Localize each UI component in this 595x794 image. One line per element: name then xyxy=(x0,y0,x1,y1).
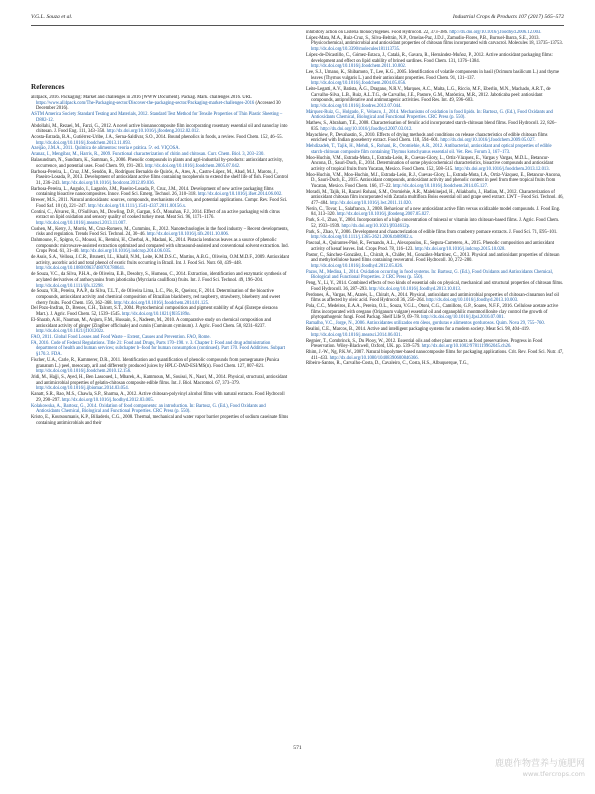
reference-text: López-de-Dicastillo, C., Gómez-Estaca, J., Catalá, R., Gavara, R., Hernández-Muñoz, P., 2012. Active antioxidant packaging films: development and effect on lipid stability of brined sardines. Food Chem. 131, 1376–1384. xyxy=(306,52,553,64)
reference-entry xyxy=(306,304,564,321)
reference-link[interactable]: http://dx.doi.org/10.1016/j.tifs.2011.10.006. xyxy=(146,232,230,238)
reference-text: Dahmoune, F., Spigno, G., Moussi, K., Remini, H., Cherbal, A., Madani, K., 2014. Pistacia lentiscus leaves as a source of phenolic compounds: microwave-assisted extraction optimized and compared with ultrasound-assisted and conventional solvent extraction. Ind. Crops Prod. 61, 31–40. xyxy=(31,238,289,255)
reference-entry xyxy=(306,361,564,367)
reference-link[interactable]: http://dx.doi.org/10.1016/j.ifset.2014.06.002. xyxy=(197,192,283,198)
reference-link[interactable]: Márquez-Ruiz, G., Holgado, F., Velasco, J., 2014. Mechanisms of oxidation in food lipids. In: Bartosz, G. (Ed.), Food Oxidants and Antioxidants Chemical, Biological and Functional Properties. CRC Press (p. 550). xyxy=(306,109,553,121)
reference-text: Fischer, U.A., Carle, R., Kammerer, D.R., 2011. Identification and quantification of phenolic compounds from pomegranate (Punica granatum L.) peel, mesocarp, aril and differently produced juices by HPLC-DAD-ESI/MS(n). Food Chem. 127, 807–821. xyxy=(31,357,280,369)
reference-entry xyxy=(31,255,289,272)
reference-link[interactable]: Pazos, M., Medina, I., 2014. Oxidation occurring in food systems. In: Bartosz, G. (Ed.), Food Oxidants and Antioxidants Chemical, Biological and Functional Properties. 2 CRC Press (p. 550). xyxy=(306,269,553,281)
reference-text: Mayachiew, P., Devahastin, S., 2010. Effects of drying methods and conditions on release characteristics of edible chitosan films enriched with Indian gooseberry extract. Food Chem. 118, 594–601. xyxy=(306,132,548,144)
reference-entry xyxy=(31,227,289,238)
reference-link[interactable]: http://dx.doi.org/10.3390/molecules181113735. xyxy=(311,47,401,53)
reference-link[interactable]: http://dx.doi.org/10.1016/j.indcrop.2015.10.028. xyxy=(414,246,506,252)
reference-link[interactable]: http://dx.doi.org/10.1016/j.meatsci.2014.06.031. xyxy=(311,332,402,338)
reference-link[interactable]: http://dx.doi.org/10.1016/j.foodchem.2014.05.127. xyxy=(392,183,489,189)
reference-entry xyxy=(306,350,564,361)
reference-entry xyxy=(31,198,289,209)
reference-entry xyxy=(306,30,564,36)
reference-entry xyxy=(306,253,564,270)
reference-text: Cushen, M., Kerry, J., Morris, M., Cruz-Romero, M., Cummins, E., 2012. Nanotechnologies in the food industry – Recent developments, risks and regulation. Trends Food Sci. Technol. 24, 30–46. xyxy=(31,226,289,238)
reference-entry xyxy=(306,327,564,338)
reference-entry xyxy=(31,170,289,187)
reference-entry xyxy=(31,318,289,335)
reference-entry xyxy=(31,306,289,317)
reference-text: El-Sharab, A.H., Nauman, M., Anjum, F.M., Hussain, S., Nadeem, M., 2010. A comparative study on chemical composition and antioxidant activity of ginger (Zingiber officinale) and cumin (Cuminum cyminum). J. Agric. Food Chem. 58, 8231–8237. xyxy=(31,317,272,329)
reference-link[interactable]: https://www.all4pack.com/The-Packaging-sector/Discover-the-packaging-sector/Packaging-market-challenges-2016 xyxy=(36,100,255,106)
reference-entry xyxy=(306,110,564,121)
reference-entry xyxy=(31,135,289,146)
reference-entry xyxy=(306,121,564,132)
header-rule xyxy=(31,25,564,26)
reference-text: Moo-Huchin, V.M., Estrada-Mota, I., Estrada-León, R., Cuevas-Glory, L., Ortiz-Vázquez, E., Vargas y Vargas, M.D.L., Betancur-Ancona, D., Sauri-Duch, E., 2014. Determination of some physicochemical characteristics, bioactive compounds and antioxidant activity of tropical fruits from Yucatan, Mexico. Food Chem. 152, 508–515. xyxy=(306,155,554,172)
reference-link[interactable]: http://dx.doi.org/10.1016/j.foodchem.2004.05.056. xyxy=(311,81,407,87)
reference-entry xyxy=(306,281,564,292)
reference-text: Leite-Legatti, A.V., Batista, Â.G., Dragano, N.R.V., Marques, A.C., Malta, L.G., Riccio, M.F., Eberlin, M.N., Machado, A.R.T., de Carvalho-Silva, L.B., Ruiz, A.L.T.G., de Carvalho, J.E., Pastore, G.M., Maróstica, M.R., 2012. Jaboticaba peel: antioxidant compounds, antiproliferative and antimutagenic activities. Food Res. Int. 49, 596–603. xyxy=(306,87,551,104)
reference-link[interactable]: http://dx.doi.org/10.1002/9781119962045.ch26. xyxy=(421,344,512,350)
reference-text: Del Pozo-Insfran, D., Brenes, C.H., Talcott, S.T., 2004. Phytochemical composition and pigment stability of Açaí (Euterpe oleracea Mart.). J. Agric. Food Chem. 52, 1539–1545. xyxy=(31,306,278,318)
reference-text: Park, S.-I., Zhao, Y., 2004. Incorporation of a high concentration of mineral or vitamin into chitosan-based films. J. Agric. Food Chem. 52, 1933–1939. xyxy=(306,218,560,229)
watermark-url: www.tfercrops.com xyxy=(522,770,585,778)
reference-link[interactable]: http://dx.doi.org/10.1016/j.foodhyd.2007.03.012. xyxy=(320,126,413,132)
reference-entry xyxy=(31,124,289,135)
reference-entry xyxy=(306,207,564,218)
reference-entry xyxy=(306,173,564,190)
running-head xyxy=(31,14,564,24)
reference-link[interactable]: http://dx.doi.org/10.1021/jf101202z. xyxy=(36,329,105,335)
reference-text: all4pack, 2016. Packaging: Market and challenges in 2016 [WWW Document]. Packag. Mark. challenges 2016. URL xyxy=(31,95,252,100)
reference-entry xyxy=(31,358,289,375)
reference-link[interactable]: http://dx.doi.org/10.1080/10408390600846366. xyxy=(329,355,419,361)
reference-link[interactable]: http://dx.doi.org/10.1016/j.foodhyd.2013.10.013. xyxy=(368,286,462,292)
reference-text-tail: (Accessed 30 December 2016). xyxy=(36,100,281,112)
reference-entry xyxy=(306,70,564,87)
reference-entry xyxy=(31,158,289,169)
references-column-left xyxy=(31,95,289,735)
reference-entry xyxy=(306,293,564,304)
references-column-right xyxy=(306,30,564,734)
reference-link[interactable]: http://dx.doi.org/10.1016/j.foodhyd.2012.05.026. xyxy=(311,263,404,269)
reference-entry xyxy=(31,404,289,415)
reference-text: Park, S., Zhao, Y., 2006. Development and characterization of edible films from cranberry pomace extracts. J. Food Sci. 71, E95–101. xyxy=(306,229,558,235)
reference-text: Abdollahi, M., Rezaei, M., Farzi, G., 2012. A novel active bionanocomposite film incorporating rosemary essential oil and nanoclay into chitosan. J. Food Eng. 111, 343–350. xyxy=(31,123,288,135)
reference-text: de Assis, S.A., Vellosa, J.C.R., Brunetti, I.L., Khalil, N.M., Leite, K.M.D.S.C., Martins, A.B.G., Oliveira, O.M.M.D.F., 2009. Antioxidant activity, ascorbic acid and total phenol of exotic fruits occurring in Brazil. Int. J. Food Sci. Nutr. 60, 439–448. xyxy=(31,255,289,266)
reference-entry xyxy=(31,95,289,112)
reference-link[interactable]: http://dx.doi.org/10.1016/j.meatsci.2013.11.007. xyxy=(36,220,127,226)
running-head-journal: Industrial Crops & Products 107 (2017) 565–572 xyxy=(452,14,564,20)
reference-text: Moradi, M., Tajik, H., Razavi Rohani, S.M., Oromiehie, A.R., Malekinejad, H., Aliakbarlu, J., Hadian, M., 2012. Characterization of antioxidant chitosan film incorporated with Zataria multiflora Boiss essential oil and grape seed extract. LWT – Food Sci. Technol. 46, 477–484. xyxy=(306,189,564,206)
reference-link[interactable]: http://dx.doi.org/10.1016/j.ijbiomac.2014.03.054. xyxy=(36,386,129,392)
reference-text: Balasundram, N., Sundram, K., Samman, S., 2006. Phenolic compounds in plants and agri-industrial by-products: antioxidant activity, occurrence, and potential uses. Food Chem. 99, 191–203. xyxy=(31,158,284,169)
reference-link[interactable]: http://dx.doi.org/10.1016/j.jfoodeng.2007.05.027. xyxy=(336,212,430,218)
reference-link[interactable]: http://dx.doi.org/10.1016/j.foodhyd.2006.12.003. xyxy=(449,30,542,35)
reference-link[interactable]: Ramalho, V.C., Jorge, N., 2006. Antioxidantes utilizados em óleos, gorduras e alimentos gordurosos. Quim. Nova 29, 755–760. xyxy=(306,321,545,327)
running-head-authors: V.G.L. Souza et al. xyxy=(31,14,73,20)
reference-entry xyxy=(31,272,289,289)
reference-entry xyxy=(306,133,564,144)
reference-link[interactable]: Azeijão, J.M.A., 2011. Química de alimentos: teoria e prática. 5ª. ed. VIÇOSA. xyxy=(31,146,180,152)
reference-text: Nerín, C., Tovar, L., Salafranca, J., 2008. Behaviour of a new antioxidant active film versus oxidizable model compounds. J. Food Eng. 84, 313–320. xyxy=(306,206,561,218)
reference-entry xyxy=(31,375,289,392)
reference-entry xyxy=(31,415,289,426)
reference-entry xyxy=(31,152,289,158)
reference-link[interactable]: Mehdizadeh, T., Tajik, H., Mehdi, S., Rohani, R., Oromiehie, A.R., 2012. Antibacterial, antioxidant and optical properties of edible starch-chitosan composite film containing Thymus kotschyanus essential oil. Vet. Res. Forum 3, 167–173. xyxy=(306,144,552,155)
reference-entry xyxy=(306,230,564,241)
reference-link[interactable]: http://dx.doi.org/10.1016/j.foodchem.2011.10.002. xyxy=(311,64,407,70)
reference-link[interactable]: http://dx.doi.org/10.1016/j.foodchem.2010.12.156. xyxy=(36,369,132,375)
reference-link[interactable]: http://dx.doi.org/10.1016/j.foodchem.2009.05.027. xyxy=(440,138,536,144)
reference-link[interactable]: http://dx.doi.org/10.1016/j.foodres.2012.07.044. xyxy=(311,103,402,109)
reference-entry xyxy=(31,210,289,227)
reference-entry xyxy=(306,53,564,70)
reference-link[interactable]: http://dx.doi.org/10.1016/j.foodchem.2014.01.125. xyxy=(113,300,210,306)
reference-entry xyxy=(306,339,564,350)
reference-link[interactable]: http://dx.doi.org/10.1016/j.jfoodeng.2012.02.012. xyxy=(106,129,200,135)
reference-entry xyxy=(31,187,289,198)
reference-entry xyxy=(31,146,289,152)
reference-text: Kristo, E., Koutsoumanis, K.P., Biliaderis, C.G., 2008. Thermal, mechanical and water vapor barrier properties of sodium caseinate films containing antimicrobials and their xyxy=(31,415,289,426)
reference-text: Mathew, S., Abraham, T.E., 2008. Characterisation of ferulic acid incorporated starch-chitosan blend films. Food Hydrocoll. 22, 826–835. xyxy=(306,121,557,132)
reference-link[interactable]: http://dx.doi.org/10.1111/ijfs.12298. xyxy=(36,283,104,289)
reference-text: Lee, S.J., Umano, K., Shibamoto, T., Lee, K.G., 2005. Identification of volatile components in basil (Ocimum basilicum L.) and thyme leaves (Thymus vulgaris L.) and their antioxidant properties. Food Chem. 91, 131–137. xyxy=(306,70,560,81)
reference-text: Rhim, J.-W., Ng, P.K.W., 2007. Natural biopolymer-based nanocomposite films for packaging applications. Crit. Rev. Food Sci. Nutr. 47, 411–433. xyxy=(306,350,564,361)
reference-text: Kanatt, S.R., Rao, M.S., Chawla, S.P., Sharma, A., 2012. Active chitosan-polyvinyl alcohol films with natural extracts. Food Hydrocoll 29, 290–297. xyxy=(31,392,285,403)
reference-link[interactable]: FA, 2016. Code of Federal Regulations. Title 21: Food and Drugs, Parts 170–190. v. 3. Chapter I: Food and drug administration department of health and human services; subchapter b–food for human consumption (continued). Part 170. Food Additives. Subpart §170.3. FDA. xyxy=(31,340,286,358)
reference-entry xyxy=(306,156,564,173)
reference-link[interactable]: http://dx.doi.org/10.1016/j.indcrop.2014.06.035. xyxy=(80,249,172,255)
reference-text: de Souza, V.C., da Silva, P.H.A., de Oliveira, E.B., Desobry, S., Humeau, C., 2014. Extraction, identification and enzymatic synthesis of acylated derivatives of anthocyanins from jaboticaba (Myrciaria cauliflora) fruits. Int. J. Food Sci. Technol. 49, 196–204. xyxy=(31,272,287,283)
reference-entry xyxy=(31,341,289,358)
reference-text: Peng, Y., Li, Y., 2014. Combined effects of two kinds of essential oils on physical, mechanical and structural properties of chitosan films. Food Hydrocoll. 36, 287–293. xyxy=(306,281,564,292)
reference-entry xyxy=(306,218,564,229)
reference-text: Regnier, T., Combrinck, S., Du Plooy, W., 2012. Essential oils and other plant extracts as food preservatives. Progress in Food Preservation. Wiley-Blackwell, Oxford, UK. pp. 539–579. xyxy=(306,338,543,350)
reference-entry xyxy=(31,392,289,403)
reference-link[interactable]: http://dx.doi.org/10.1021/jf035189n. xyxy=(121,312,191,318)
reference-text: Pascoal, A., Quirantes-Piné, R., Fernando, A.L., Alexopoulou, E., Segura-Carretero, A., 2015. Phenolic composition and antioxidant activity of kenaf leaves. Ind. Crops Prod. 78, 116–123. xyxy=(306,241,555,252)
reference-text: Barbosa-Pereira, L., Angulo, I., Lagarón, J.M., Paseiro-Losada, P., Cruz, J.M., 2014. Development of new active packaging films containing bioactive nanocomposites. Innov. Food Sci. Emerg. Technol. 26, 310–318. xyxy=(31,186,274,198)
reference-link[interactable]: http://dx.doi.org/10.1111/j.1365-2621.2006.tb08902.x. xyxy=(311,235,414,241)
reference-link[interactable]: http://dx.doi.org/10.1016/j.foodchem.2013.12.013. xyxy=(454,166,550,172)
reference-link[interactable]: http://dx.doi.org/10.1111/j.1541-4337.2011.00156.x. xyxy=(87,203,187,209)
reference-link[interactable]: http://dx.doi.org/10.1080/09637480701780641. xyxy=(36,266,126,272)
reference-entry xyxy=(306,321,564,327)
reference-entry xyxy=(31,335,289,341)
reference-link[interactable]: http://dx.doi.org/10.1016/j.foodhyd.2012.03.005. xyxy=(61,397,154,403)
reference-entry xyxy=(306,144,564,155)
reference-text: Ribeiro-Santos, R., Carvalho-Costa, D., Cavaleiro, C., Costa, H.S., Albuquerque, T.G., xyxy=(306,361,469,367)
reference-text: López-Mata, M.A., Ruiz-Cruz, S., Silva-Beltrán, N.P., Ornelas-Paz, J.D.J., Zamudio-Flores, P.B., Burruel-Ibarra, S.E., 2013. Physicochemical, antimicrobial and antioxidant properties of chitosan films incorporated with carvacrol. Molecules 18, 13735–13753. xyxy=(306,35,563,47)
reference-entry xyxy=(31,238,289,255)
reference-link[interactable]: Aranaz, I., Mengíbar, M., Harris, R., 2009. Functional characterization of chitin and chitosan. Curr. Chem. Biol. 3, 203–230. xyxy=(31,152,265,158)
reference-link[interactable]: http://dx.doi.org/10.1016/j.lwt.2011.11.020. xyxy=(329,200,412,206)
reference-text: inhibitory action on Listeria monocytogenes. Food Hydrocoll. 22, 373–386. xyxy=(306,30,450,35)
references-heading: References xyxy=(31,83,65,91)
reference-link[interactable]: http://dx.doi.org/10.1021/jf034612p. xyxy=(341,223,411,229)
reference-link[interactable]: http://dx.doi.org/10.1016/j.foodchem.2013.11.093. xyxy=(36,140,132,146)
reference-entry xyxy=(306,87,564,109)
watermark-site-name: 鹿鹿作物营养与施肥网 xyxy=(494,759,585,769)
reference-entry xyxy=(306,190,564,207)
reference-link[interactable]: Kolakowska, A., Bartosz, G., 2014. Oxidation of food components: an introduction. In: Bartosz, G. (Ed.), Food Oxidants and Antioxidants Chemical, Biological and Functional Properties. CRC Press (p. 550). xyxy=(31,403,266,415)
reference-link[interactable]: http://dx.doi.org/10.1016/j.foodcont.2012.09.036. xyxy=(61,180,155,186)
reference-text: Brewer, M.S., 2011. Natural antioxidants: sources, compounds, mechanisms of action, and potential applications. Compr. Rev. Food Sci. Food Saf. 10 (4), 221–247. xyxy=(31,198,288,209)
reference-entry xyxy=(31,112,289,123)
reference-text: de Souza, V.R., Pereira, P.A.P., da Silva, T.L.T., de Oliveira Lima, L.C., Pio, R., Queiroz, F., 2014. Determination of the bioactive compounds, antioxidant activity and chemical composition of Brazilian blackberry, red raspberry, strawberry, blueberry and sweet cherry fruits. Food Chem. 156, 362–368. xyxy=(31,289,281,306)
reference-text: Jridi, M., Hajji, S., Ayed, H., Ben Lassoued, I., Mbarek, A., Kammoun, M., Souissi, N., Nasri, M., 2014. Physical, structural, antioxidant and antimicrobial properties of gelatin-chitosan composite edible films. Int. J. Biol. Macromol. 67, 373–379. xyxy=(31,375,288,386)
reference-entry xyxy=(306,241,564,252)
page-number: 571 xyxy=(293,745,302,751)
reference-entry xyxy=(306,270,564,281)
reference-text: Moo-Huchin, V.M., Moo-Huchin, M.I., Estrada-León, R.J., Cuevas-Glory, L., Estrada-Mota, I.A., Ortiz-Vázquez, E., Betancur-Ancona, D., Sauri-Duch, E., 2015. Antioxidant compounds, antioxidant activity and phenolic content in peel from three tropical fruits from Yucatan, Mexico. Food Chem. 166, 17–22. xyxy=(306,172,561,189)
reference-link[interactable]: http://dx.doi.org/10.1016/j.fpsl.2016.07.001. xyxy=(421,315,505,321)
reference-text: Contini, C., Álvarez, R., O'Sullivan, M., Dowling, D.P., Gargan, S.Ó., Monahan, F.J., 2014. Effect of an active packaging with citrus extract on lipid oxidation and sensory quality of cooked turkey meat. Meat Sci. 96, 1171–1176. xyxy=(31,209,280,221)
watermark xyxy=(495,759,585,779)
reference-text: Pola, C.C., Medeiros, E.A.A., Pereira, O.L., Souza, V.G.L., Otoni, C.G., Camilloto, G.P., Soares, N.F.F., 2016. Cellulose acetate active films incorporated with oregano (Origanum vulgare) essential oil and organophilic montmorillonite clay control the growth of phytopathogenic fungi. Food Packag. Shelf Life 9, 69–78. xyxy=(306,304,559,321)
reference-link[interactable]: http://dx.doi.org/10.1016/j.foodhyd.2013.10.003. xyxy=(426,298,519,304)
reference-link[interactable]: http://dx.doi.org/10.1016/j.foodchem.2005.07.042. xyxy=(144,163,241,169)
reference-text: Acosta-Estrada, B.A., Gutiérrez-Uribe, J.A., Serna-Saldívar, S.O., 2014. Bound phenolics in foods, a review. Food Chem. 152, 46–55. xyxy=(31,135,283,140)
reference-text: Barbosa-Pereira, L., Cruz, J.M., Sendón, R., Rodríguez Bernaldo de Quirós, A., Ares, A., Castro-López, M., Abad, M.J., Maroto, J., Paseiro-Losada, P., 2013. Development of antioxidant active films containing tocopherols to extend the shelf life of fish. Food Control 31, 236–243. xyxy=(31,169,289,186)
reference-link[interactable]: FAO, 2011. Global Food Losses and Food Waste – Extent, Causes and Prevention. FAO, Rome. xyxy=(31,335,211,340)
reference-entry xyxy=(31,289,289,306)
reference-text: Realini, C.E., Marcos, B., 2014. Active and intelligent packaging systems for a modern society. Meat Sci. 98, 404–419. xyxy=(306,327,530,333)
reference-entry xyxy=(306,36,564,53)
reference-text: Pastor, C., Sánchez-González, L., Chiralt, A., Cháfer, M., González-Martínez, C., 2013. Physical and antioxidant properties of chitosan and methylcellulose based films containing resveratrol. Food Hydrocoll. 30, 272–280. xyxy=(306,252,560,264)
reference-link[interactable]: ASTM America Society Standard Testing and Materials, 2012. Standard Test Method for Tensile Properties of Thin Plastic Sheeting – D882-12. xyxy=(31,112,283,123)
reference-text: Perdones, Á., Vargas, M., Atarés, L., Chiralt, A., 2014. Physical, antioxidant and antimicrobial properties of chitosan-cinnamon leaf oil films as affected by oleic acid. Food Hydrocoll 36, 256–264. xyxy=(306,292,560,304)
